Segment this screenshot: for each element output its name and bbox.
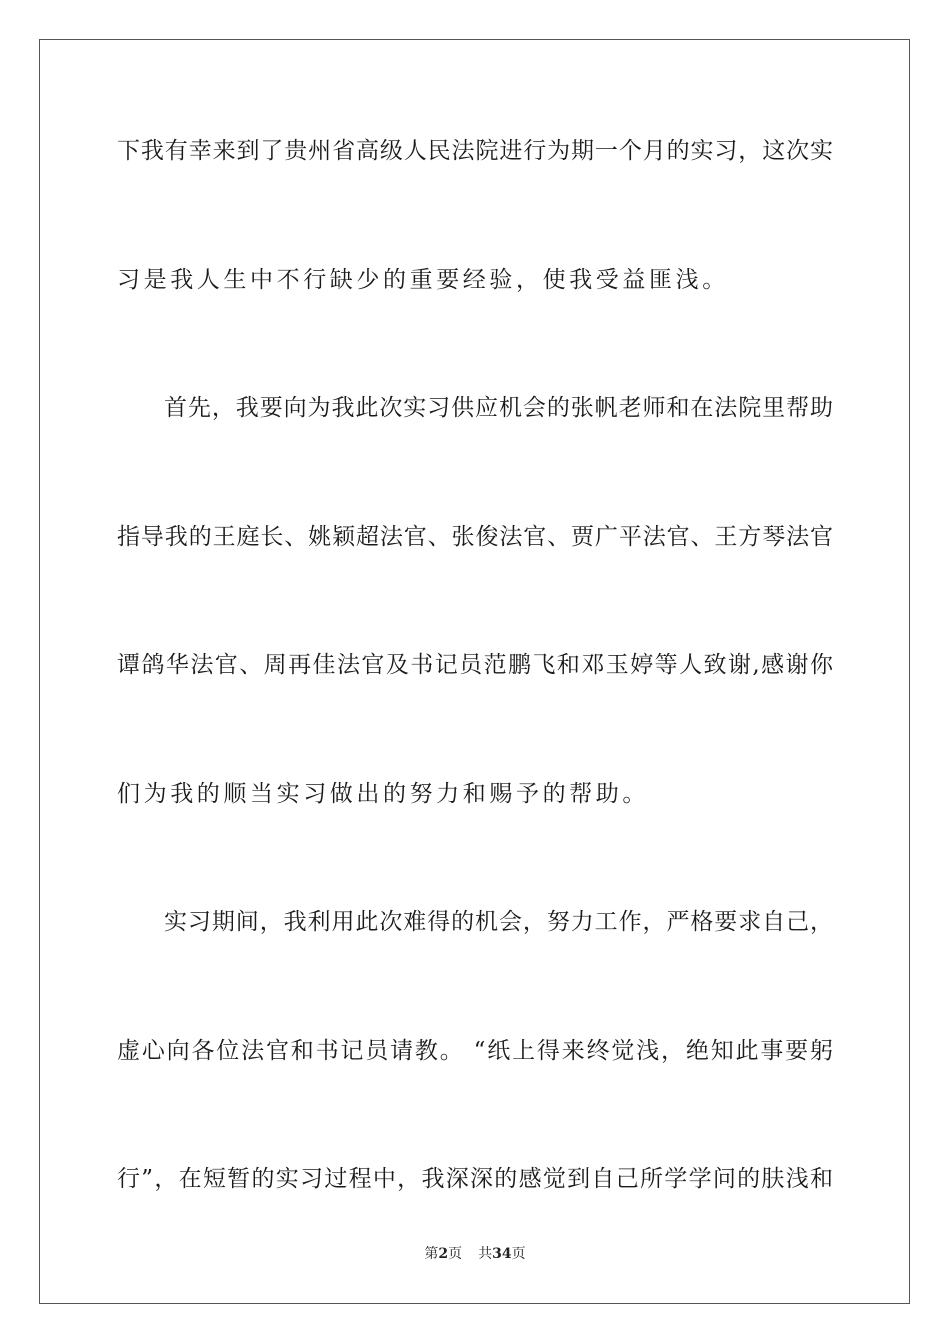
body-text-line-4: 指导我的王庭长、姚颖超法官、张俊法官、贾广平法官、王方琴法官: [117, 524, 833, 550]
page-number: 2: [438, 1246, 449, 1262]
total-pages: 34: [492, 1246, 512, 1262]
page-prefix: 第: [424, 1246, 439, 1262]
body-text-line-7: 实习期间，我利用此次难得的机会，努力工作，严格要求自己，: [164, 909, 833, 935]
body-text-line-9: 行”，在短暂的实习过程中，我深深的感觉到自己所学学问的肤浅和: [117, 1166, 833, 1192]
body-text-line-1: 下我有幸来到了贵州省高级人民法院进行为期一个月的实习，这次实: [117, 138, 833, 164]
body-text-line-3: 首先，我要向为我此次实习供应机会的张帆老师和在法院里帮助: [164, 395, 833, 421]
total-unit: 页: [511, 1246, 526, 1262]
body-text-line-6: 们为我的顺当实习做出的努力和赐予的帮助。: [117, 781, 649, 807]
page-footer: [0, 1244, 950, 1264]
total-prefix: 共: [478, 1246, 493, 1262]
body-text-line-2: 习是我人生中不行缺少的重要经验，使我受益匪浅。: [117, 267, 729, 293]
body-text-line-8: 虚心向各位法官和书记员请教。 “纸上得来终觉浅，绝知此事要躬: [117, 1038, 833, 1064]
body-text-line-5: 谭鸽华法官、周再佳法官及书记员范鹏飞和邓玉婷等人致谢,感谢你: [117, 652, 833, 678]
page-unit: 页: [448, 1246, 463, 1262]
